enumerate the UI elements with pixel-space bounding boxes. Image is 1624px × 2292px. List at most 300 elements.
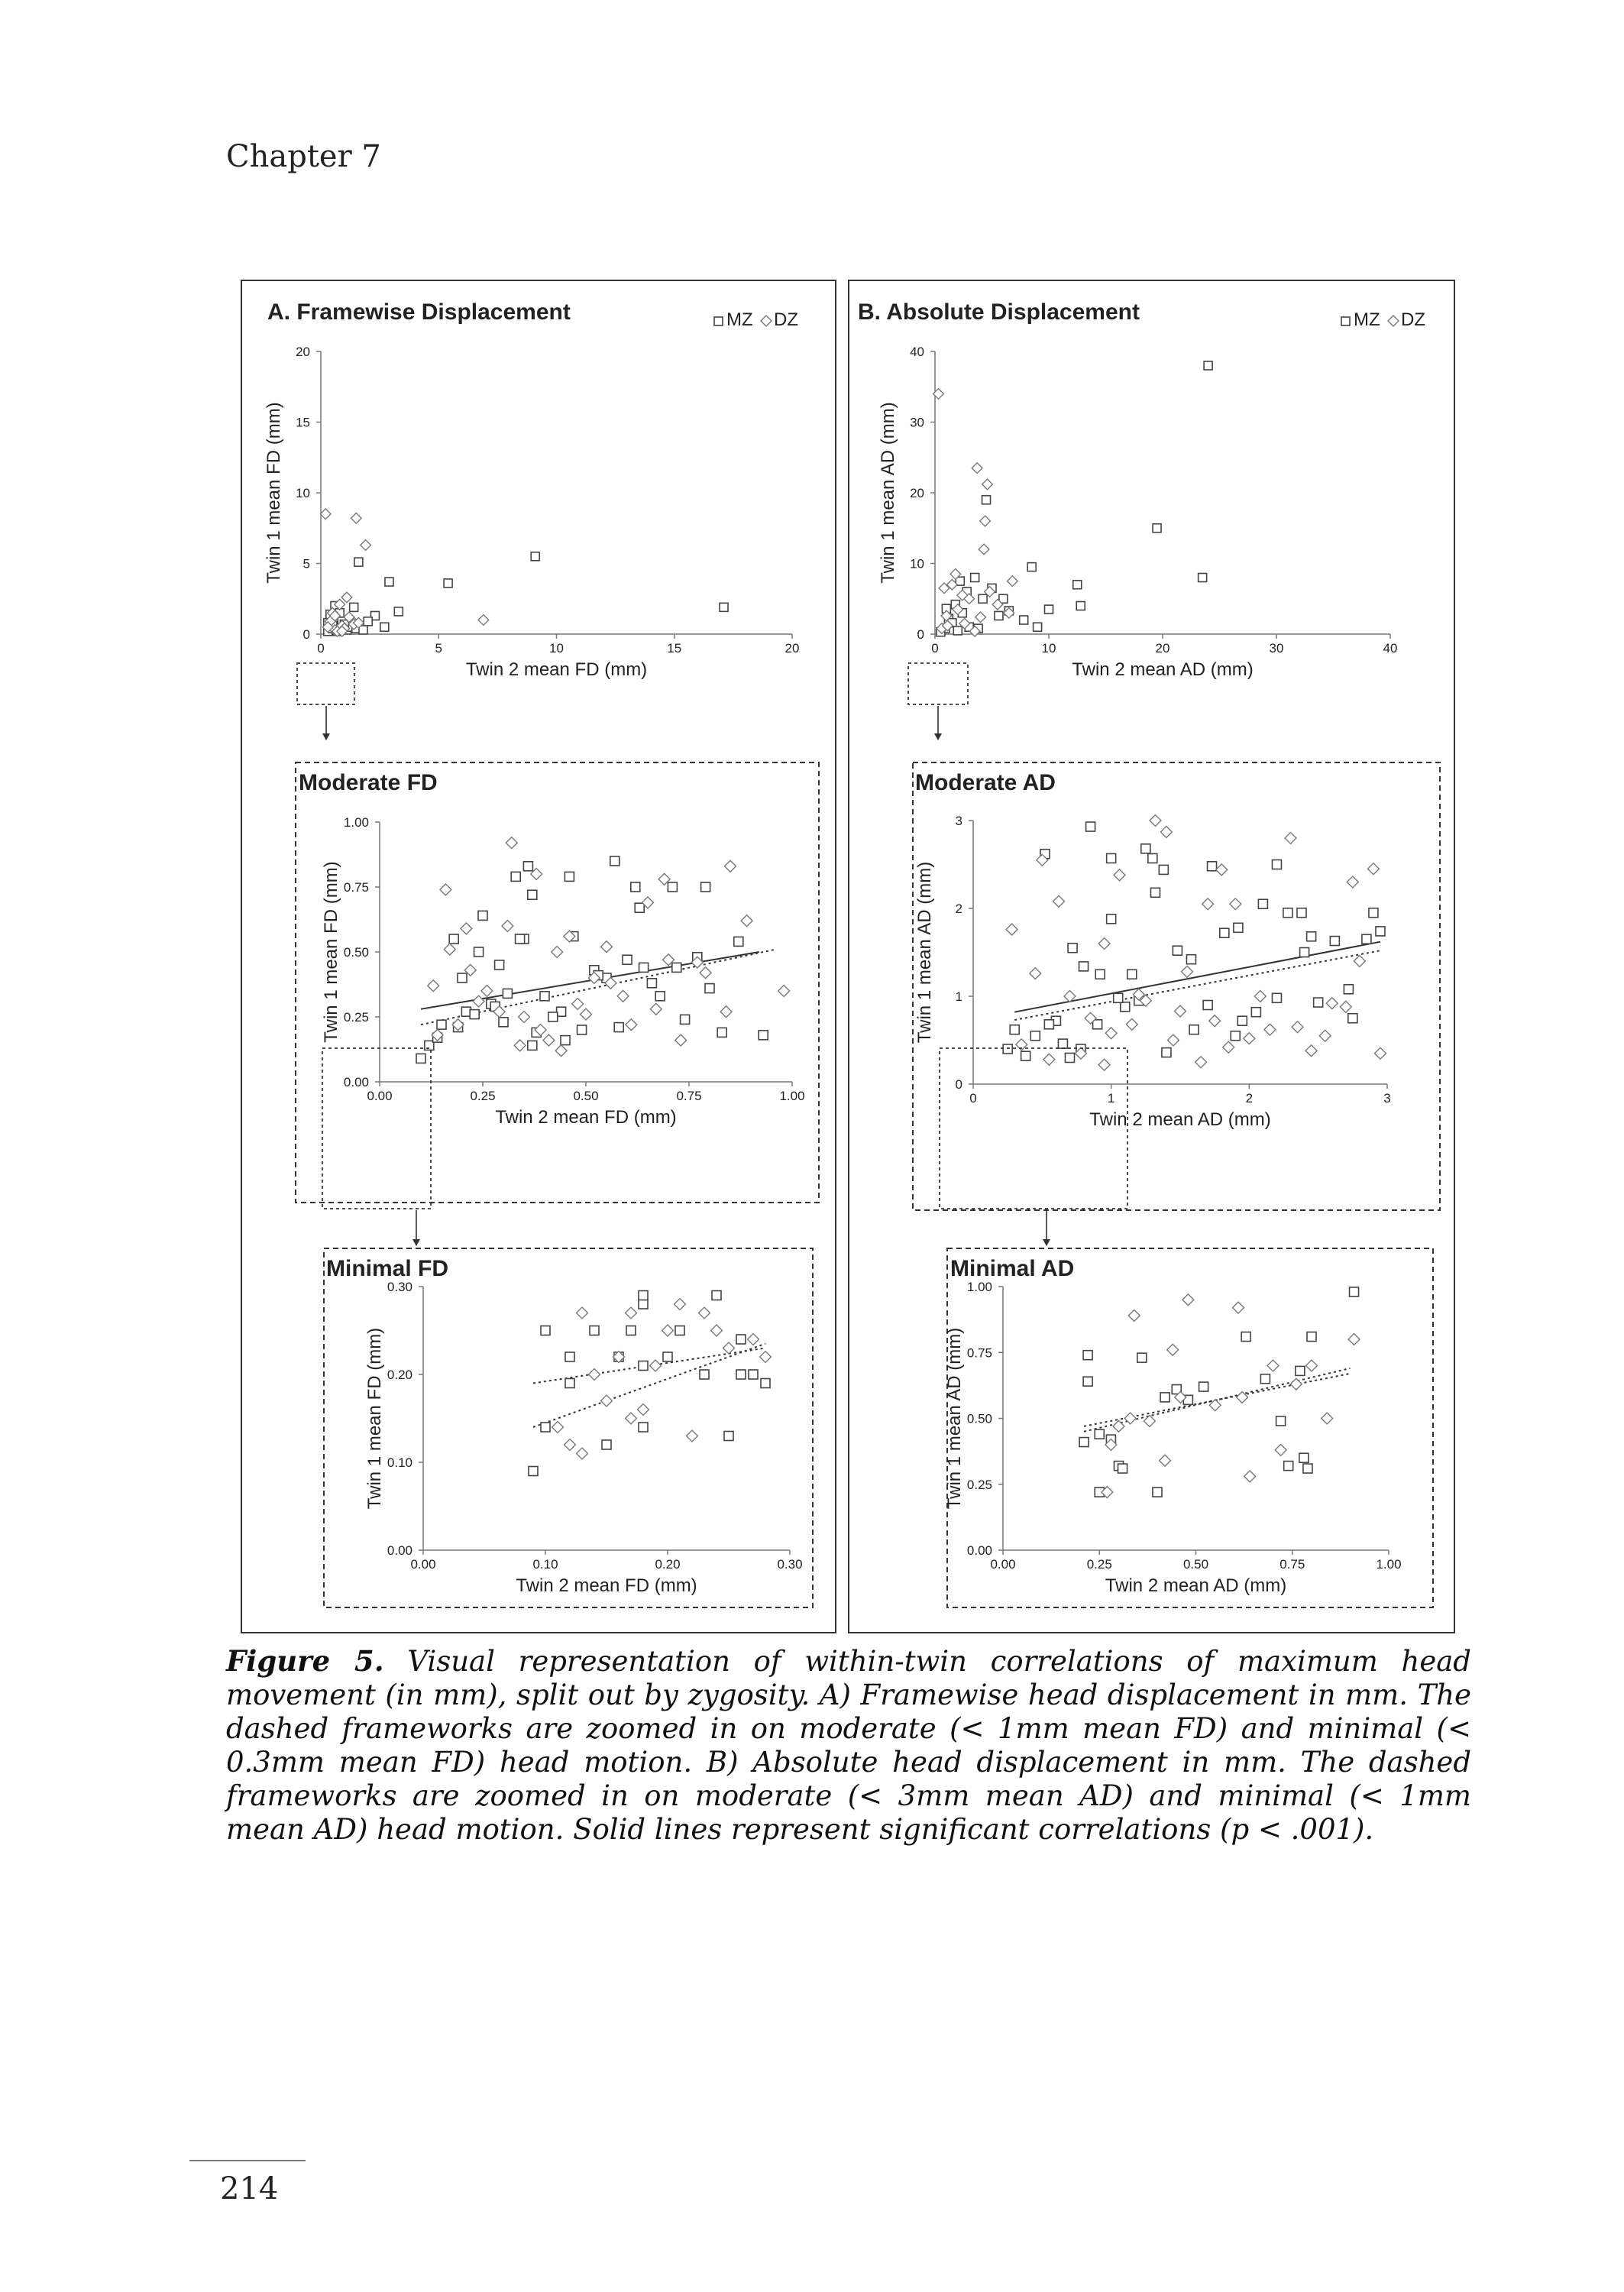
x-tick-label: 40 — [1383, 641, 1398, 656]
point-dz — [1285, 833, 1296, 844]
x-tick-label: 0.75 — [1279, 1557, 1305, 1572]
point-mz — [1093, 1020, 1102, 1029]
point-mz — [528, 890, 537, 899]
legend-mz-label: MZ — [1354, 309, 1380, 330]
zoom-region-box — [908, 663, 968, 704]
point-dz — [478, 615, 489, 626]
point-mz — [1073, 581, 1082, 589]
point-mz — [511, 872, 520, 881]
point-mz — [1076, 602, 1085, 610]
point-dz — [519, 1012, 530, 1023]
x-tick-label: 0.50 — [1182, 1557, 1209, 1572]
point-dz — [341, 592, 352, 603]
y-tick-label: 0.00 — [343, 1075, 369, 1089]
point-dz — [675, 1299, 686, 1310]
point-dz — [1126, 1018, 1137, 1030]
point-mz — [565, 872, 574, 881]
chart-B-full — [858, 299, 1397, 680]
y-tick-label: 0.00 — [387, 1543, 412, 1558]
point-mz — [516, 934, 525, 944]
point-mz — [1348, 1014, 1357, 1023]
chart-title: A. Framewise Displacement — [267, 299, 571, 325]
y-tick-label: 1.00 — [343, 815, 369, 830]
point-mz — [503, 989, 512, 998]
point-mz — [1296, 1366, 1305, 1375]
zoom-frame — [296, 762, 819, 1203]
point-mz — [1299, 1453, 1309, 1462]
point-dz — [1150, 815, 1161, 827]
figure-panel-a — [241, 280, 836, 1633]
legend-mz-marker — [1341, 317, 1350, 325]
point-mz — [1150, 888, 1160, 897]
point-mz — [1251, 1008, 1260, 1017]
y-tick-label: 0.50 — [966, 1411, 992, 1426]
x-axis-label: Twin 2 mean FD (mm) — [465, 659, 648, 680]
point-mz — [1083, 1377, 1092, 1386]
point-mz — [1148, 853, 1157, 863]
point-dz — [723, 1342, 735, 1354]
point-mz — [724, 1432, 733, 1441]
point-mz — [1173, 946, 1182, 955]
point-mz — [1204, 361, 1212, 370]
point-mz — [610, 856, 620, 866]
panel-a-plots — [242, 281, 838, 1635]
point-mz — [672, 963, 681, 972]
point-mz — [416, 1054, 425, 1063]
point-mz — [1086, 822, 1095, 831]
point-mz — [531, 552, 539, 561]
point-dz — [982, 479, 993, 490]
point-dz — [514, 1040, 526, 1051]
caption-label: Figure 5. — [226, 1644, 384, 1678]
chart-B-minimal — [944, 1248, 1433, 1607]
point-mz — [1003, 1044, 1012, 1054]
point-mz — [548, 1012, 558, 1021]
point-dz — [1326, 998, 1338, 1009]
y-tick-label: 0 — [302, 627, 310, 642]
point-mz — [1058, 1039, 1067, 1048]
point-dz — [778, 986, 790, 997]
point-dz — [1098, 938, 1110, 950]
y-tick-label: 40 — [910, 345, 924, 359]
point-mz — [655, 992, 665, 1001]
chart-A-moderate — [296, 762, 819, 1203]
point-dz — [601, 941, 613, 953]
y-tick-label: 0.30 — [387, 1280, 412, 1294]
point-mz — [1272, 993, 1281, 1002]
point-dz — [577, 1448, 588, 1459]
point-dz — [1216, 864, 1228, 876]
point-mz — [1362, 934, 1371, 944]
y-tick-label: 0.75 — [966, 1345, 992, 1361]
point-mz — [1030, 1031, 1040, 1041]
chart-B-moderate — [913, 762, 1440, 1210]
point-mz — [1118, 1464, 1127, 1473]
point-dz — [461, 923, 472, 934]
panel-b-plots — [849, 281, 1457, 1635]
x-axis-label: Twin 2 mean FD (mm) — [495, 1107, 677, 1128]
legend-dz-marker — [761, 316, 772, 326]
legend — [714, 309, 798, 330]
point-mz — [541, 1423, 550, 1432]
point-mz — [749, 1370, 758, 1379]
point-mz — [1272, 860, 1281, 869]
x-tick-label: 0 — [317, 641, 325, 656]
point-mz — [639, 963, 649, 972]
point-mz — [700, 1370, 709, 1379]
point-mz — [523, 862, 532, 871]
point-mz — [736, 1370, 746, 1379]
point-dz — [1167, 1344, 1179, 1355]
point-dz — [1202, 898, 1214, 910]
point-mz — [1307, 1332, 1316, 1342]
point-mz — [354, 558, 363, 566]
point-mz — [1189, 1025, 1199, 1034]
chart-title: Minimal AD — [950, 1256, 1075, 1281]
point-dz — [1175, 1005, 1186, 1017]
legend-mz-marker — [714, 317, 723, 325]
chart-A-minimal — [324, 1248, 813, 1607]
point-mz — [528, 1041, 537, 1050]
zoom-indicator — [322, 1048, 431, 1246]
point-mz — [565, 1379, 574, 1388]
y-tick-label: 1.00 — [966, 1280, 992, 1294]
y-tick-label: 0.75 — [343, 880, 369, 895]
point-dz — [1195, 1057, 1207, 1068]
point-mz — [675, 1326, 684, 1335]
point-mz — [561, 1036, 570, 1045]
point-mz — [631, 882, 640, 892]
y-tick-label: 1 — [955, 989, 962, 1004]
point-mz — [1258, 899, 1267, 908]
point-dz — [720, 1006, 732, 1018]
point-dz — [725, 860, 736, 872]
zoom-arrow-head — [934, 733, 942, 740]
point-dz — [552, 1422, 564, 1433]
point-mz — [478, 911, 487, 920]
x-axis-label: Twin 2 mean AD (mm) — [1089, 1109, 1271, 1130]
chart-A-full — [264, 299, 799, 680]
point-dz — [577, 1307, 588, 1319]
point-mz — [1153, 1488, 1162, 1497]
zoom-region-box — [297, 663, 354, 704]
legend-mz-label: MZ — [726, 309, 753, 330]
point-mz — [701, 882, 710, 892]
point-dz — [687, 1430, 698, 1442]
point-dz — [1182, 1294, 1194, 1306]
point-dz — [473, 995, 484, 1007]
y-tick-label: 10 — [296, 486, 310, 500]
point-dz — [1128, 1310, 1140, 1322]
y-tick-label: 3 — [955, 814, 962, 828]
point-mz — [971, 574, 979, 582]
point-dz — [1030, 968, 1041, 979]
point-dz — [565, 1439, 576, 1451]
point-dz — [502, 921, 513, 932]
point-dz — [711, 1325, 723, 1336]
point-mz — [982, 496, 991, 504]
point-mz — [1010, 1025, 1019, 1034]
point-mz — [1083, 1351, 1092, 1360]
running-head: Chapter 7 — [226, 139, 381, 174]
x-tick-label: 30 — [1269, 641, 1284, 656]
point-mz — [602, 1440, 611, 1449]
x-tick-label: 3 — [1383, 1091, 1391, 1106]
point-dz — [675, 1034, 687, 1046]
point-dz — [1124, 1413, 1136, 1424]
point-dz — [601, 1395, 613, 1407]
point-dz — [1144, 1416, 1155, 1427]
point-mz — [1314, 998, 1323, 1007]
legend-dz-marker — [1388, 316, 1399, 326]
point-mz — [350, 603, 358, 611]
point-mz — [565, 1352, 574, 1361]
point-dz — [1306, 1360, 1318, 1371]
point-dz — [1244, 1033, 1255, 1044]
x-tick-label: 10 — [1041, 641, 1056, 656]
zoom-frame — [913, 762, 1440, 1210]
point-dz — [428, 980, 439, 992]
x-tick-label: 0.10 — [532, 1557, 558, 1572]
y-tick-label: 20 — [910, 486, 924, 500]
x-tick-label: 5 — [435, 641, 442, 656]
x-tick-label: 1.00 — [1376, 1557, 1402, 1572]
point-mz — [540, 992, 549, 1001]
point-mz — [761, 1379, 770, 1388]
point-mz — [614, 1023, 623, 1032]
point-mz — [1127, 970, 1137, 979]
point-mz — [720, 603, 728, 611]
point-dz — [1105, 1028, 1117, 1039]
point-mz — [712, 1291, 721, 1300]
x-tick-label: 0.50 — [573, 1089, 599, 1103]
point-mz — [1114, 993, 1123, 1002]
point-dz — [1367, 863, 1379, 875]
point-dz — [320, 509, 331, 520]
trend-line-dz — [1014, 950, 1380, 1020]
point-dz — [1267, 1360, 1279, 1371]
point-dz — [1223, 1041, 1234, 1053]
point-dz — [1244, 1471, 1256, 1482]
point-dz — [1290, 1378, 1302, 1390]
point-mz — [1021, 1051, 1030, 1060]
point-mz — [668, 882, 677, 892]
y-tick-label: 0 — [955, 1077, 962, 1092]
point-dz — [1113, 1420, 1124, 1432]
point-dz — [481, 986, 493, 997]
x-tick-label: 0.30 — [777, 1557, 803, 1572]
point-mz — [663, 1352, 672, 1361]
point-mz — [1297, 908, 1306, 918]
point-mz — [1162, 1048, 1171, 1057]
point-dz — [748, 1334, 759, 1345]
y-tick-label: 20 — [296, 345, 310, 359]
point-mz — [1376, 927, 1385, 936]
page-number: 214 — [220, 2171, 279, 2206]
y-tick-label: 30 — [910, 415, 924, 430]
point-dz — [1160, 827, 1172, 838]
point-mz — [380, 623, 389, 631]
point-dz — [626, 1019, 637, 1031]
point-mz — [1283, 908, 1292, 918]
zoom-indicator — [908, 663, 968, 740]
point-mz — [1020, 616, 1028, 624]
y-tick-label: 0.25 — [343, 1010, 369, 1025]
point-mz — [953, 626, 962, 635]
point-dz — [975, 612, 986, 623]
y-axis-label: Twin 1 mean AD (mm) — [914, 861, 935, 1044]
point-dz — [1160, 1455, 1171, 1466]
point-mz — [1284, 1462, 1293, 1471]
point-mz — [1303, 1464, 1312, 1473]
point-mz — [474, 947, 484, 957]
x-axis-label: Twin 2 mean AD (mm) — [1072, 659, 1254, 680]
x-tick-label: 1 — [1107, 1091, 1115, 1106]
point-mz — [470, 1010, 479, 1019]
point-mz — [995, 611, 1003, 620]
point-mz — [1107, 853, 1116, 863]
point-mz — [1160, 1393, 1169, 1402]
point-mz — [437, 1020, 446, 1029]
point-mz — [1220, 928, 1229, 937]
point-dz — [444, 944, 455, 955]
point-mz — [1260, 1374, 1270, 1384]
point-mz — [1350, 1287, 1359, 1297]
caption-text: Visual representation of within-twin correlations of maximum head movement (in mm), split out by zygosity. A) Framewise head displacement in mm. The dashed frameworks are zoomed in on moderate (< 1mm mean FD) and minimal (< 0.3mm mean FD) head motion. B) Absolute head displacement in mm. The dashed frameworks are zoomed in on moderate (< 3mm mean AD) and minimal (< 1mm mean AD) head motion. Solid lines represent significant correlations (p < .001). — [226, 1645, 1471, 1846]
point-mz — [1234, 923, 1243, 932]
point-mz — [1231, 1031, 1240, 1041]
point-mz — [1079, 962, 1089, 971]
point-mz — [639, 1361, 648, 1371]
point-dz — [1340, 1001, 1351, 1012]
point-dz — [980, 516, 991, 526]
point-dz — [543, 1034, 555, 1046]
point-mz — [577, 1025, 587, 1034]
y-tick-label: 0.10 — [387, 1455, 412, 1470]
point-mz — [681, 1015, 690, 1024]
figure-panel-b — [848, 280, 1455, 1633]
x-tick-label: 15 — [667, 641, 682, 656]
point-dz — [361, 540, 371, 551]
point-mz — [1141, 844, 1150, 853]
point-mz — [364, 617, 372, 626]
y-tick-label: 0.00 — [966, 1543, 992, 1558]
point-mz — [1044, 1020, 1053, 1029]
point-mz — [1186, 955, 1195, 964]
point-dz — [760, 1352, 772, 1363]
point-mz — [458, 973, 467, 983]
point-dz — [1348, 1334, 1360, 1345]
point-dz — [1254, 991, 1266, 1002]
legend — [1341, 309, 1425, 330]
zoom-arrow-head — [1043, 1239, 1050, 1246]
point-dz — [638, 1404, 649, 1416]
point-dz — [741, 915, 752, 927]
point-mz — [759, 1031, 768, 1040]
y-tick-label: 10 — [910, 556, 924, 571]
point-mz — [1107, 915, 1116, 924]
point-mz — [495, 960, 504, 970]
point-mz — [1095, 1429, 1104, 1439]
zoom-indicator — [297, 663, 354, 740]
point-dz — [1319, 1030, 1331, 1041]
y-tick-label: 5 — [302, 556, 310, 571]
x-tick-label: 20 — [1155, 641, 1170, 656]
point-mz — [705, 984, 714, 993]
y-tick-label: 2 — [955, 902, 962, 916]
point-dz — [699, 1307, 710, 1319]
zoom-arrow-head — [412, 1239, 420, 1246]
point-dz — [1354, 956, 1365, 967]
x-axis-label: Twin 2 mean FD (mm) — [516, 1575, 697, 1596]
point-mz — [639, 1300, 648, 1309]
point-dz — [572, 999, 584, 1010]
point-mz — [1068, 944, 1077, 953]
point-mz — [449, 934, 458, 944]
point-mz — [1079, 1438, 1089, 1447]
point-dz — [351, 513, 361, 523]
point-dz — [650, 1003, 662, 1015]
point-mz — [639, 1291, 648, 1300]
point-dz — [1230, 898, 1241, 910]
y-tick-label: 0.20 — [387, 1368, 412, 1382]
x-tick-label: 0.25 — [470, 1089, 496, 1103]
y-tick-label: 0.50 — [343, 945, 369, 960]
x-tick-label: 20 — [785, 641, 800, 656]
point-mz — [541, 1326, 550, 1335]
point-mz — [1159, 865, 1168, 874]
point-mz — [1300, 948, 1309, 957]
zoom-arrow-head — [322, 733, 330, 740]
point-mz — [736, 1335, 746, 1344]
point-dz — [1006, 924, 1017, 935]
x-tick-label: 0.75 — [676, 1089, 702, 1103]
point-mz — [635, 903, 644, 912]
y-tick-label: 15 — [296, 415, 310, 430]
point-dz — [581, 1008, 592, 1020]
point-mz — [1307, 932, 1316, 941]
point-mz — [590, 1326, 599, 1335]
point-dz — [1043, 1054, 1055, 1065]
y-tick-label: 0.25 — [966, 1477, 992, 1492]
y-axis-label: Twin 1 mean AD (mm) — [944, 1327, 965, 1510]
point-mz — [1095, 970, 1105, 979]
point-dz — [662, 1325, 674, 1336]
point-mz — [1027, 563, 1036, 571]
chart-title: Minimal FD — [326, 1256, 449, 1281]
point-mz — [1199, 574, 1207, 582]
point-dz — [1168, 1034, 1179, 1046]
point-mz — [1241, 1332, 1250, 1342]
point-dz — [700, 967, 711, 979]
point-mz — [1153, 524, 1161, 533]
point-dz — [626, 1307, 637, 1319]
point-mz — [444, 579, 452, 588]
x-tick-label: 0 — [969, 1091, 977, 1106]
point-dz — [979, 544, 989, 555]
point-mz — [1199, 1382, 1208, 1391]
zoom-indicator — [940, 1048, 1127, 1246]
point-mz — [647, 979, 656, 988]
point-mz — [1065, 1054, 1074, 1063]
point-mz — [1203, 1001, 1212, 1010]
chart-title: Moderate AD — [915, 770, 1056, 795]
legend-dz-label: DZ — [774, 309, 798, 330]
point-dz — [1233, 1302, 1244, 1313]
point-mz — [639, 1423, 648, 1432]
point-mz — [529, 1467, 538, 1476]
trend-line-mz — [421, 952, 759, 1009]
